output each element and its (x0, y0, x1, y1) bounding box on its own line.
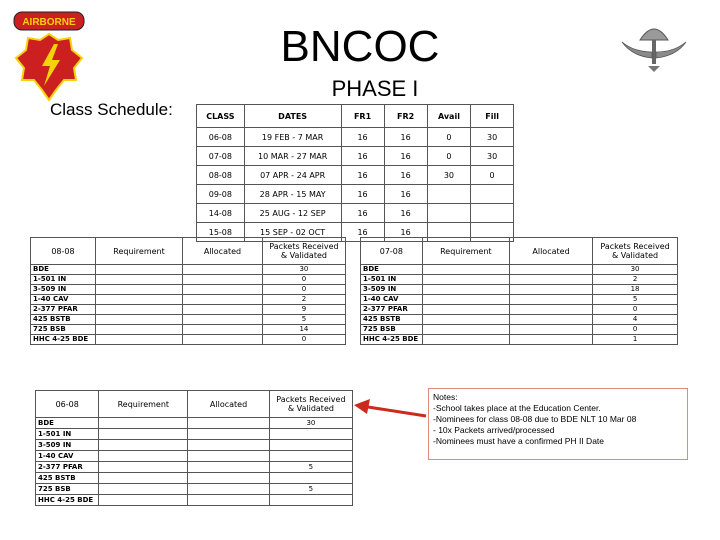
page-title: BNCOC (280, 22, 440, 71)
schedule-cell-fill: 30 (471, 147, 514, 166)
packet-body (361, 265, 678, 345)
packet-received-cell (269, 429, 352, 440)
schedule-cell-fill (471, 204, 514, 223)
schedule-row (197, 166, 514, 185)
schedule-cell-class: 06-08 (197, 128, 245, 147)
schedule-row (197, 185, 514, 204)
packet-col-requirement: Requirement (99, 391, 188, 418)
packet-requirement-cell (99, 495, 188, 506)
schedule-header-row (197, 105, 514, 128)
schedule-cell-class: 15-08 (197, 223, 245, 242)
page-subtitle: PHASE I (331, 76, 419, 101)
schedule-cell-fill (471, 185, 514, 204)
packet-requirement-cell (422, 285, 509, 295)
table-row (31, 265, 346, 275)
schedule-col-fill: Fill (471, 105, 514, 128)
packet-allocated-cell (183, 325, 263, 335)
packet-unit-cell: 1-501 IN (36, 429, 99, 440)
packet-class-cell: 06-08 (36, 391, 99, 418)
packet-allocated-cell (188, 440, 270, 451)
packet-requirement-cell (95, 275, 182, 285)
packet-unit-cell: 3-509 IN (31, 285, 96, 295)
packet-body (36, 418, 353, 506)
schedule-cell-avail: 30 (427, 166, 471, 185)
packet-received-cell (269, 440, 352, 451)
table-row (31, 285, 346, 295)
packet-received-cell (269, 451, 352, 462)
packet-requirement-cell (99, 484, 188, 495)
packet-unit-cell: 725 BSB (36, 484, 99, 495)
table-row (361, 275, 678, 285)
schedule-col-fr2: FR2 (384, 105, 427, 128)
schedule-row (197, 128, 514, 147)
packet-requirement-cell (422, 305, 509, 315)
packet-received-cell: 5 (593, 295, 678, 305)
packet-unit-cell: 1-501 IN (361, 275, 423, 285)
table-row (361, 325, 678, 335)
packet-allocated-cell (188, 418, 270, 429)
packet-allocated-cell (183, 265, 263, 275)
packet-requirement-cell (99, 473, 188, 484)
schedule-cell-fr2: 16 (384, 185, 427, 204)
table-row (361, 265, 678, 275)
packet-requirement-cell (95, 285, 182, 295)
schedule-col-fr1: FR1 (341, 105, 384, 128)
schedule-cell-dates: 07 APR - 24 APR (244, 166, 341, 185)
packet-allocated-cell (509, 285, 592, 295)
packet-requirement-cell (99, 462, 188, 473)
arrow-head (354, 399, 370, 414)
packet-unit-cell: 1-501 IN (31, 275, 96, 285)
schedule-cell-class: 08-08 (197, 166, 245, 185)
schedule-cell-class: 14-08 (197, 204, 245, 223)
table-row (36, 440, 353, 451)
table-row (31, 305, 346, 315)
packet-allocated-cell (509, 315, 592, 325)
packet-allocated-cell (509, 295, 592, 305)
packet-received-cell: 0 (262, 335, 345, 345)
packet-allocated-cell (188, 473, 270, 484)
packet-requirement-cell (422, 275, 509, 285)
packet-received-cell: 9 (262, 305, 345, 315)
packet-allocated-cell (509, 325, 592, 335)
packet-allocated-cell (183, 285, 263, 295)
packet-unit-cell: 3-509 IN (36, 440, 99, 451)
schedule-cell-avail (427, 185, 471, 204)
packet-received-cell: 1 (593, 335, 678, 345)
packet-received-cell: 0 (593, 305, 678, 315)
packet-requirement-cell (99, 451, 188, 462)
schedule-cell-class: 09-08 (197, 185, 245, 204)
packet-table-07-08 (360, 237, 678, 345)
packet-allocated-cell (183, 295, 263, 305)
note-item: -Nominees must have a confirmed PH II Date (433, 436, 605, 446)
table-row (36, 418, 353, 429)
packet-unit-cell: HHC 4-25 BDE (361, 335, 423, 345)
packet-received-cell: 5 (269, 462, 352, 473)
note-item: - 10x Packets arrived/processed (433, 425, 555, 435)
schedule-cell-fr2: 16 (384, 128, 427, 147)
schedule-cell-fr1: 16 (341, 223, 384, 242)
airborne-tab-text: AIRBORNE (22, 17, 76, 28)
packet-requirement-cell (422, 315, 509, 325)
class-schedule-table (196, 104, 514, 242)
packet-allocated-cell (188, 484, 270, 495)
packet-col-allocated: Allocated (509, 238, 592, 265)
packet-allocated-cell (183, 335, 263, 345)
packet-received-cell: 5 (262, 315, 345, 325)
packet-allocated-cell (188, 451, 270, 462)
schedule-cell-fr1: 16 (341, 185, 384, 204)
packet-received-cell: 30 (269, 418, 352, 429)
packet-allocated-cell (509, 305, 592, 315)
schedule-cell-fill: 0 (471, 166, 514, 185)
packet-class-cell: 08-08 (31, 238, 96, 265)
packet-received-cell: 0 (593, 325, 678, 335)
packet-unit-cell: 1-40 CAV (361, 295, 423, 305)
packet-unit-cell: 1-40 CAV (36, 451, 99, 462)
packet-requirement-cell (95, 305, 182, 315)
packet-unit-cell: 425 BSTB (31, 315, 96, 325)
packet-unit-cell: 425 BSTB (361, 315, 423, 325)
packet-received-cell: 30 (593, 265, 678, 275)
notes-heading: Notes: (433, 392, 458, 402)
packet-unit-cell: 2-377 PFAR (31, 305, 96, 315)
packet-requirement-cell (422, 325, 509, 335)
packet-requirement-cell (95, 315, 182, 325)
schedule-cell-fr1: 16 (341, 204, 384, 223)
packet-requirement-cell (99, 440, 188, 451)
schedule-cell-dates: 25 AUG - 12 SEP (244, 204, 341, 223)
schedule-cell-avail (427, 204, 471, 223)
packet-col-requirement: Requirement (422, 238, 509, 265)
schedule-cell-fr2: 16 (384, 204, 427, 223)
packet-col-allocated: Allocated (188, 391, 270, 418)
schedule-cell-dates: 28 APR - 15 MAY (244, 185, 341, 204)
table-row (361, 335, 678, 345)
packet-unit-cell: 425 BSTB (36, 473, 99, 484)
red-arrow-icon (352, 398, 428, 420)
packet-allocated-cell (183, 275, 263, 285)
packet-unit-cell: BDE (31, 265, 96, 275)
packet-class-cell: 07-08 (361, 238, 423, 265)
class-schedule-label: Class Schedule: (50, 100, 173, 119)
table-row (361, 295, 678, 305)
packet-allocated-cell (509, 335, 592, 345)
packet-received-cell: 2 (262, 295, 345, 305)
packet-received-cell: 4 (593, 315, 678, 325)
packet-received-cell: 18 (593, 285, 678, 295)
packet-received-cell: 0 (262, 285, 345, 295)
table-row (36, 462, 353, 473)
arrow-shaft (368, 407, 426, 416)
schedule-cell-fr1: 16 (341, 147, 384, 166)
packet-received-cell: 30 (262, 265, 345, 275)
schedule-cell-avail: 0 (427, 128, 471, 147)
schedule-col-avail: Avail (427, 105, 471, 128)
packet-allocated-cell (188, 495, 270, 506)
packet-requirement-cell (422, 295, 509, 305)
schedule-col-dates: DATES (244, 105, 341, 128)
schedule-cell-fr2: 16 (384, 223, 427, 242)
packet-unit-cell: BDE (361, 265, 423, 275)
schedule-cell-dates: 10 MAR - 27 MAR (244, 147, 341, 166)
packet-unit-cell: 725 BSB (361, 325, 423, 335)
packet-allocated-cell (509, 265, 592, 275)
schedule-cell-dates: 15 SEP - 02 OCT (244, 223, 341, 242)
packet-received-cell: 14 (262, 325, 345, 335)
schedule-row (197, 204, 514, 223)
table-row (31, 335, 346, 345)
schedule-cell-fr1: 16 (341, 128, 384, 147)
packet-requirement-cell (422, 335, 509, 345)
packet-requirement-cell (95, 335, 182, 345)
schedule-cell-fr2: 16 (384, 166, 427, 185)
packet-col-received: Packets Received & Validated (269, 391, 352, 418)
note-item: -Nominees for class 08-08 due to BDE NLT 10 Mar 08 (433, 414, 637, 424)
packet-received-cell: 0 (262, 275, 345, 285)
table-row (361, 315, 678, 325)
packet-col-received: Packets Received & Validated (593, 238, 678, 265)
schedule-row (197, 147, 514, 166)
packet-unit-cell: HHC 4-25 BDE (31, 335, 96, 345)
notes-box (428, 388, 688, 460)
packet-requirement-cell (95, 295, 182, 305)
packet-col-allocated: Allocated (183, 238, 263, 265)
note-item: -School takes place at the Education Center. (433, 403, 601, 413)
packet-requirement-cell (99, 418, 188, 429)
table-row (31, 325, 346, 335)
packet-requirement-cell (95, 265, 182, 275)
table-row (361, 305, 678, 315)
packet-requirement-cell (422, 265, 509, 275)
packet-unit-cell: 725 BSB (31, 325, 96, 335)
table-row (31, 315, 346, 325)
packet-header-row (361, 238, 678, 265)
table-row (31, 295, 346, 305)
schedule-body (197, 128, 514, 242)
packet-allocated-cell (183, 315, 263, 325)
table-row (36, 495, 353, 506)
packet-requirement-cell (95, 325, 182, 335)
packet-received-cell (269, 473, 352, 484)
table-row (36, 484, 353, 495)
schedule-cell-fill: 30 (471, 128, 514, 147)
packet-requirement-cell (99, 429, 188, 440)
table-row (36, 473, 353, 484)
schedule-cell-class: 07-08 (197, 147, 245, 166)
table-row (36, 451, 353, 462)
schedule-cell-dates: 19 FEB - 7 MAR (244, 128, 341, 147)
packet-col-received: Packets Received & Validated (262, 238, 345, 265)
packet-allocated-cell (188, 462, 270, 473)
packet-unit-cell: 1-40 CAV (31, 295, 96, 305)
table-row (31, 275, 346, 285)
schedule-col-class: CLASS (197, 105, 245, 128)
schedule-cell-fr2: 16 (384, 147, 427, 166)
packet-unit-cell: HHC 4-25 BDE (36, 495, 99, 506)
packet-unit-cell: 2-377 PFAR (361, 305, 423, 315)
packet-unit-cell: 3-509 IN (361, 285, 423, 295)
table-row (361, 285, 678, 295)
packet-received-cell (269, 495, 352, 506)
packet-received-cell: 5 (269, 484, 352, 495)
packet-received-cell: 2 (593, 275, 678, 285)
schedule-cell-avail: 0 (427, 147, 471, 166)
packet-body (31, 265, 346, 345)
packet-unit-cell: BDE (36, 418, 99, 429)
packet-allocated-cell (183, 305, 263, 315)
schedule-cell-fr1: 16 (341, 166, 384, 185)
packet-allocated-cell (509, 275, 592, 285)
packet-header-row (31, 238, 346, 265)
packet-table-06-08 (35, 390, 353, 506)
packet-allocated-cell (188, 429, 270, 440)
table-row (36, 429, 353, 440)
packet-col-requirement: Requirement (95, 238, 182, 265)
packet-unit-cell: 2-377 PFAR (36, 462, 99, 473)
packet-header-row (36, 391, 353, 418)
packet-table-08-08 (30, 237, 346, 345)
